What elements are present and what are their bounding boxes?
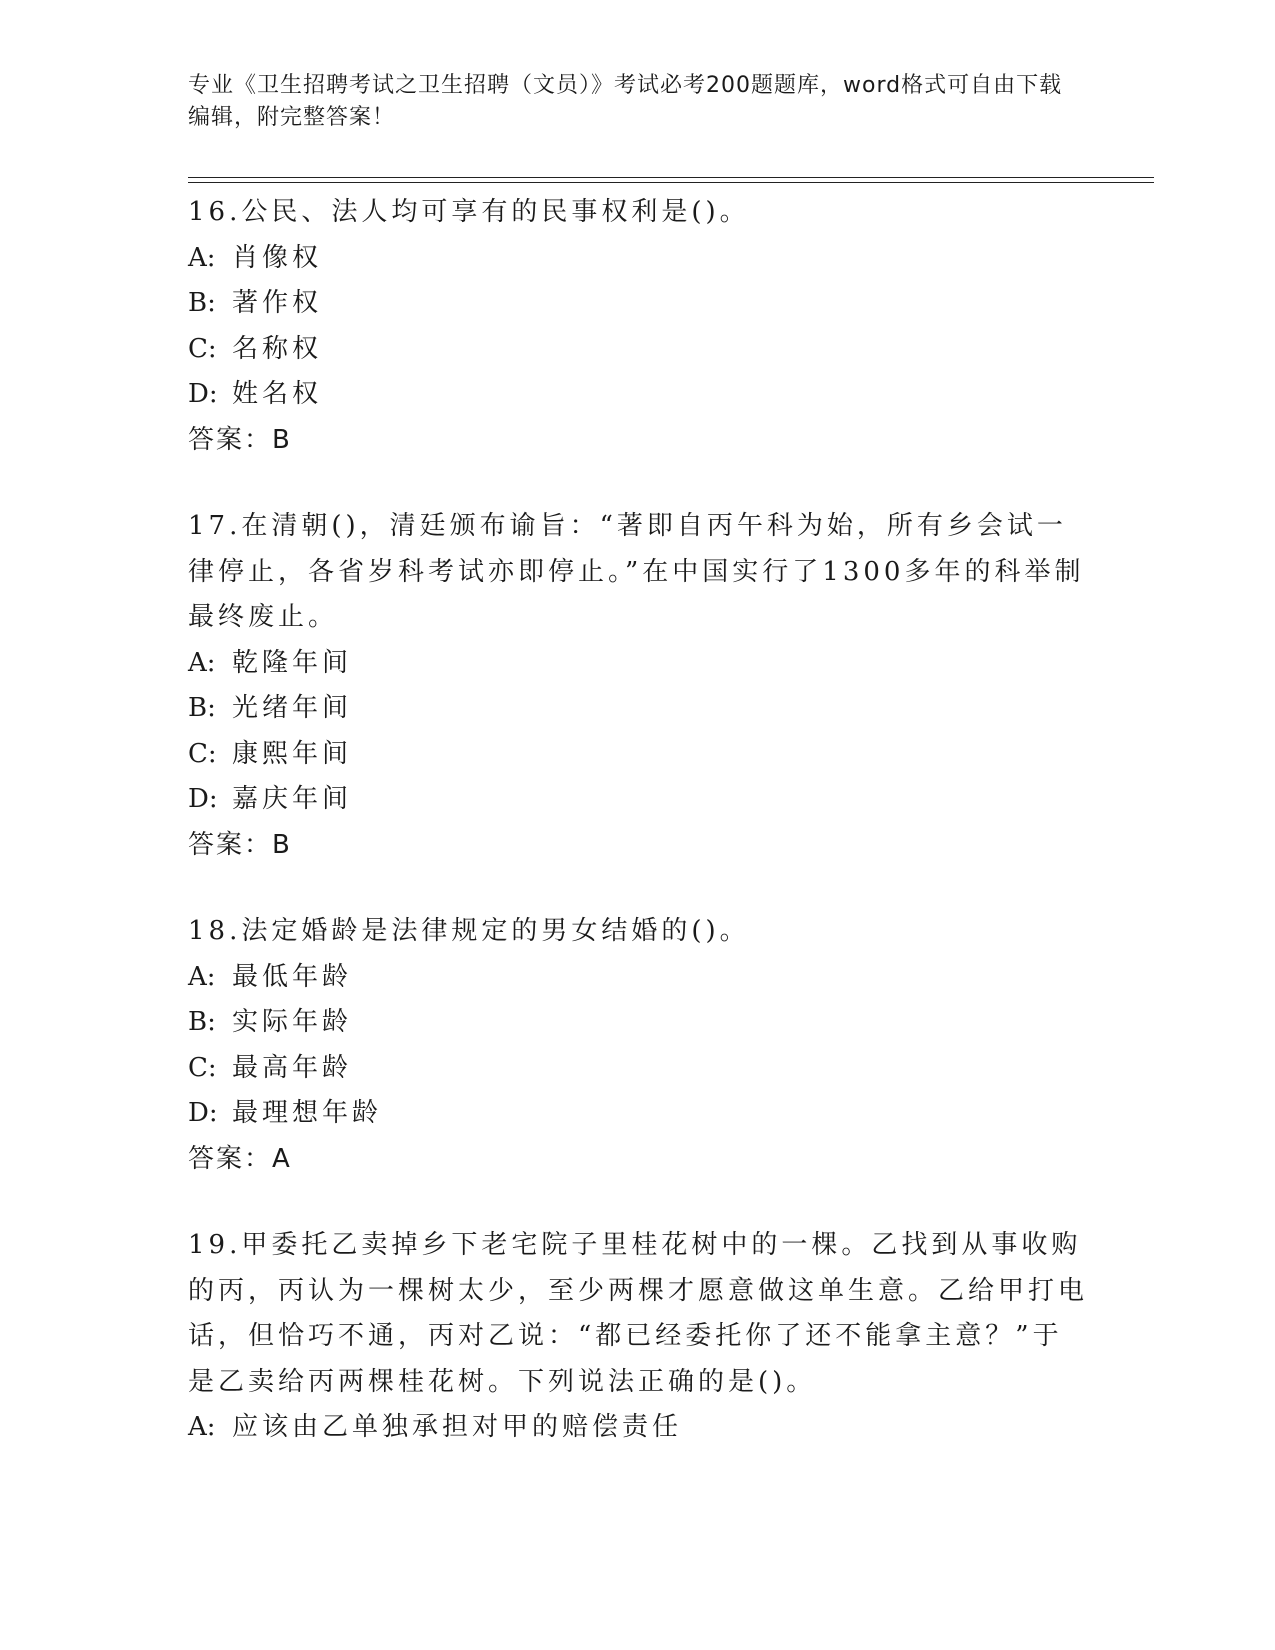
option-b — [188, 1000, 1088, 1046]
question-list — [188, 190, 1088, 1492]
document-header: 专业《卫生招聘考试之卫生招聘（文员）》考试必考200题题库，word格式可自由下载编辑，附完整答案！ — [188, 73, 1063, 130]
option-b — [188, 281, 1088, 327]
option-letter: A: — [188, 1412, 216, 1442]
option-text: 实际年龄 — [232, 1007, 353, 1037]
option-letter: D: — [188, 1098, 218, 1128]
question-18 — [188, 909, 1088, 1182]
option-text: 最理想年龄 — [232, 1098, 383, 1128]
option-letter: B: — [188, 288, 216, 318]
option-text: 康熙年间 — [232, 738, 353, 769]
question-16 — [188, 190, 1088, 463]
question-19 — [188, 1223, 1088, 1451]
question-stem: 18.法定婚龄是法律规定的男女结婚的()。 — [188, 916, 750, 946]
answer-line: 答案：A — [188, 1143, 292, 1174]
header-divider-top — [188, 177, 1154, 178]
option-text: 肖像权 — [232, 242, 323, 273]
option-letter: C: — [188, 1052, 217, 1083]
option-text: 光绪年间 — [232, 693, 353, 723]
option-text: 嘉庆年间 — [232, 784, 353, 814]
option-a — [188, 955, 1088, 1001]
option-text: 乾隆年间 — [232, 647, 353, 678]
option-letter: A: — [188, 961, 216, 992]
option-b — [188, 686, 1088, 732]
question-stem: 16.公民、法人均可享有的民事权利是()。 — [188, 197, 750, 227]
option-d — [188, 1091, 1088, 1137]
question-stem: 17.在清朝()，清廷颁布谕旨：“著即自丙午科为始，所有乡会试一律停止，各省岁科考试亦即停止。”在中国实行了1300多年的科举制最终废止。 — [188, 511, 1085, 632]
option-c — [188, 327, 1088, 373]
answer-line: 答案：B — [188, 829, 292, 860]
answer-line: 答案：B — [188, 424, 292, 455]
option-a — [188, 1405, 1088, 1451]
option-c — [188, 732, 1088, 778]
question-stem: 19.甲委托乙卖掉乡下老宅院子里桂花树中的一棵。乙找到从事收购的丙，丙认为一棵树太少，至少两棵才愿意做这单生意。乙给甲打电话，但恰巧不通，丙对乙说：“都已经委托你了还不能拿主意？”于是乙卖给丙两棵桂花树。下列说法正确的是()。 — [188, 1230, 1089, 1397]
option-letter: A: — [188, 242, 216, 273]
option-text: 著作权 — [232, 288, 323, 318]
option-text: 应该由乙单独承担对甲的赔偿责任 — [232, 1412, 683, 1442]
option-a — [188, 236, 1088, 282]
option-letter: A: — [188, 647, 216, 678]
question-17 — [188, 504, 1088, 868]
option-text: 最高年龄 — [232, 1052, 353, 1083]
option-text: 姓名权 — [232, 379, 323, 409]
option-d — [188, 777, 1088, 823]
option-letter: D: — [188, 784, 218, 814]
option-d — [188, 372, 1088, 418]
option-letter: C: — [188, 333, 217, 364]
option-text: 名称权 — [232, 333, 323, 364]
option-a — [188, 641, 1088, 687]
header-divider-bottom — [188, 182, 1154, 183]
option-c — [188, 1046, 1088, 1092]
option-letter: B: — [188, 693, 216, 723]
option-text: 最低年龄 — [232, 961, 353, 992]
option-letter: B: — [188, 1007, 216, 1037]
option-letter: C: — [188, 738, 217, 769]
option-letter: D: — [188, 379, 218, 409]
